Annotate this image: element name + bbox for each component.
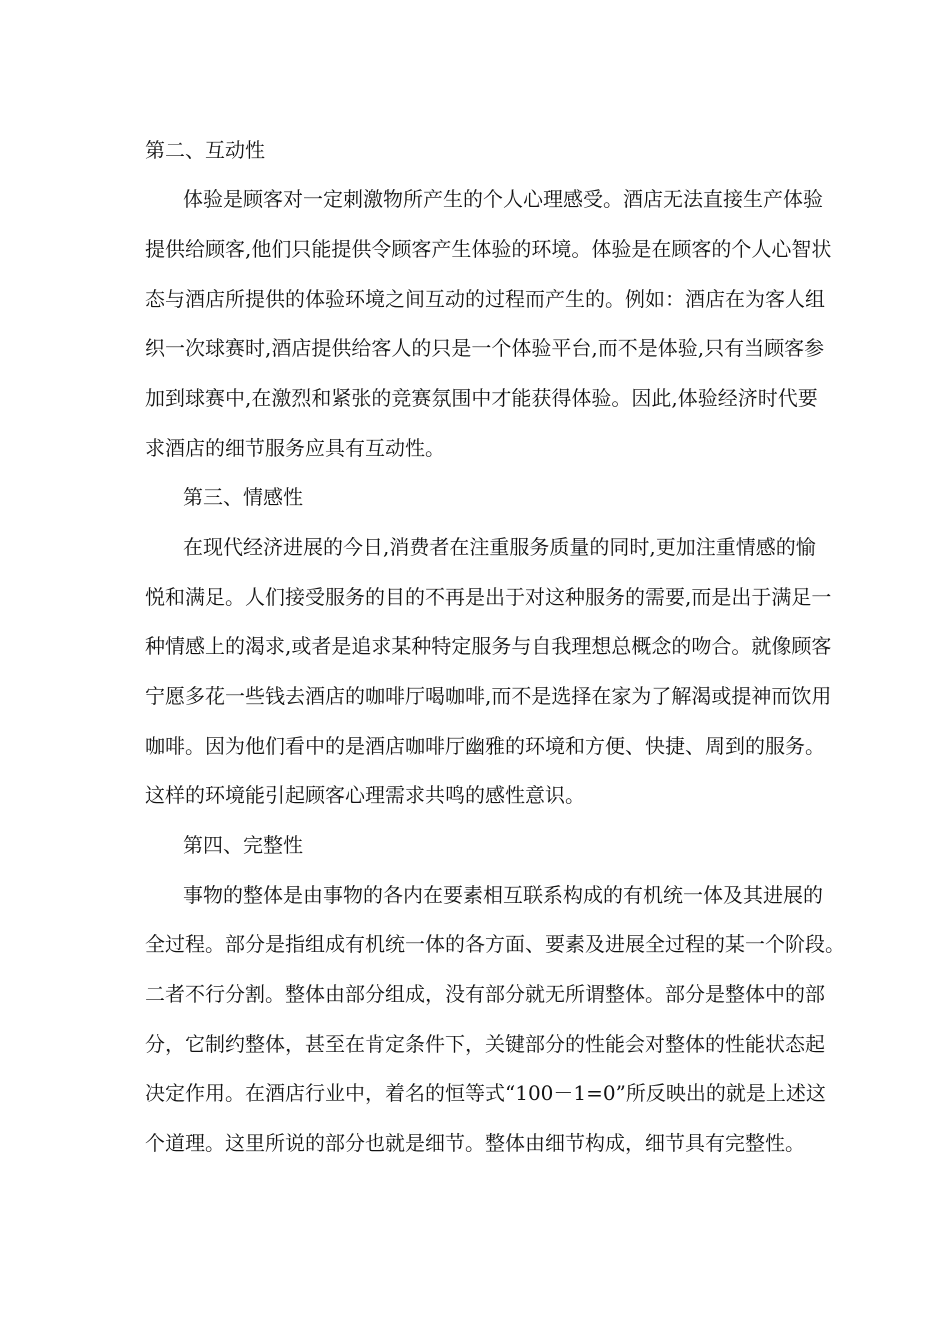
paragraph-line: 事物的整体是由事物的各内在要素相互联系构成的有机统一体及其进展的 — [183, 883, 823, 907]
paragraph-line: 全过程。部分是指组成有机统一体的各方面、要素及进展全过程的某一个阶段。 — [145, 932, 845, 956]
paragraph-line: 提供给顾客,他们只能提供令顾客产生体验的环境。体验是在顾客的个人心智状 — [145, 237, 832, 261]
paragraph-line: 在现代经济进展的今日,消费者在注重服务质量的同时,更加注重情感的愉 — [183, 535, 816, 559]
paragraph-line: 二者不行分割。整体由部分组成，没有部分就无所谓整体。部分是整体中的部 — [145, 982, 825, 1006]
paragraph-line: 咖啡。因为他们看中的是酒店咖啡厅幽雅的环境和方便、快捷、周到的服务。 — [145, 734, 825, 758]
heading-completeness: 第四、完整性 — [183, 833, 303, 857]
paragraph-line: 织一次球赛时,酒店提供给客人的只是一个体验平台,而不是体验,只有当顾客参 — [145, 336, 825, 360]
heading-emotion: 第三、情感性 — [183, 485, 303, 509]
paragraph-line: 种情感上的渴求,或者是追求某种特定服务与自我理想总概念的吻合。就像顾客 — [145, 634, 832, 658]
paragraph-line: 加到球赛中,在激烈和紧张的竞赛氛围中才能获得体验。因此,体验经济时代要 — [145, 386, 818, 410]
paragraph-line: 决定作用。在酒店行业中，着名的恒等式“100－1=0”所反映出的就是上述这 — [145, 1081, 826, 1105]
paragraph-line: 体验是顾客对一定刺激物所产生的个人心理感受。酒店无法直接生产体验 — [183, 187, 823, 211]
paragraph-line: 求酒店的细节服务应具有互动性。 — [145, 436, 445, 460]
paragraph-line: 这样的环境能引起顾客心理需求共鸣的感性意识。 — [145, 783, 585, 807]
paragraph-line: 分，它制约整体，甚至在肯定条件下，关键部分的性能会对整体的性能状态起 — [145, 1032, 825, 1056]
paragraph-line: 个道理。这里所说的部分也就是细节。整体由细节构成，细节具有完整性。 — [145, 1131, 805, 1155]
paragraph-line: 悦和满足。人们接受服务的目的不再是出于对这种服务的需要,而是出于满足一 — [145, 585, 832, 609]
heading-interactivity: 第二、互动性 — [145, 138, 265, 162]
paragraph-line: 宁愿多花一些钱去酒店的咖啡厅喝咖啡,而不是选择在家为了解渴或提神而饮用 — [145, 684, 832, 708]
paragraph-line: 态与酒店所提供的体验环境之间互动的过程而产生的。例如：酒店在为客人组 — [145, 287, 825, 311]
